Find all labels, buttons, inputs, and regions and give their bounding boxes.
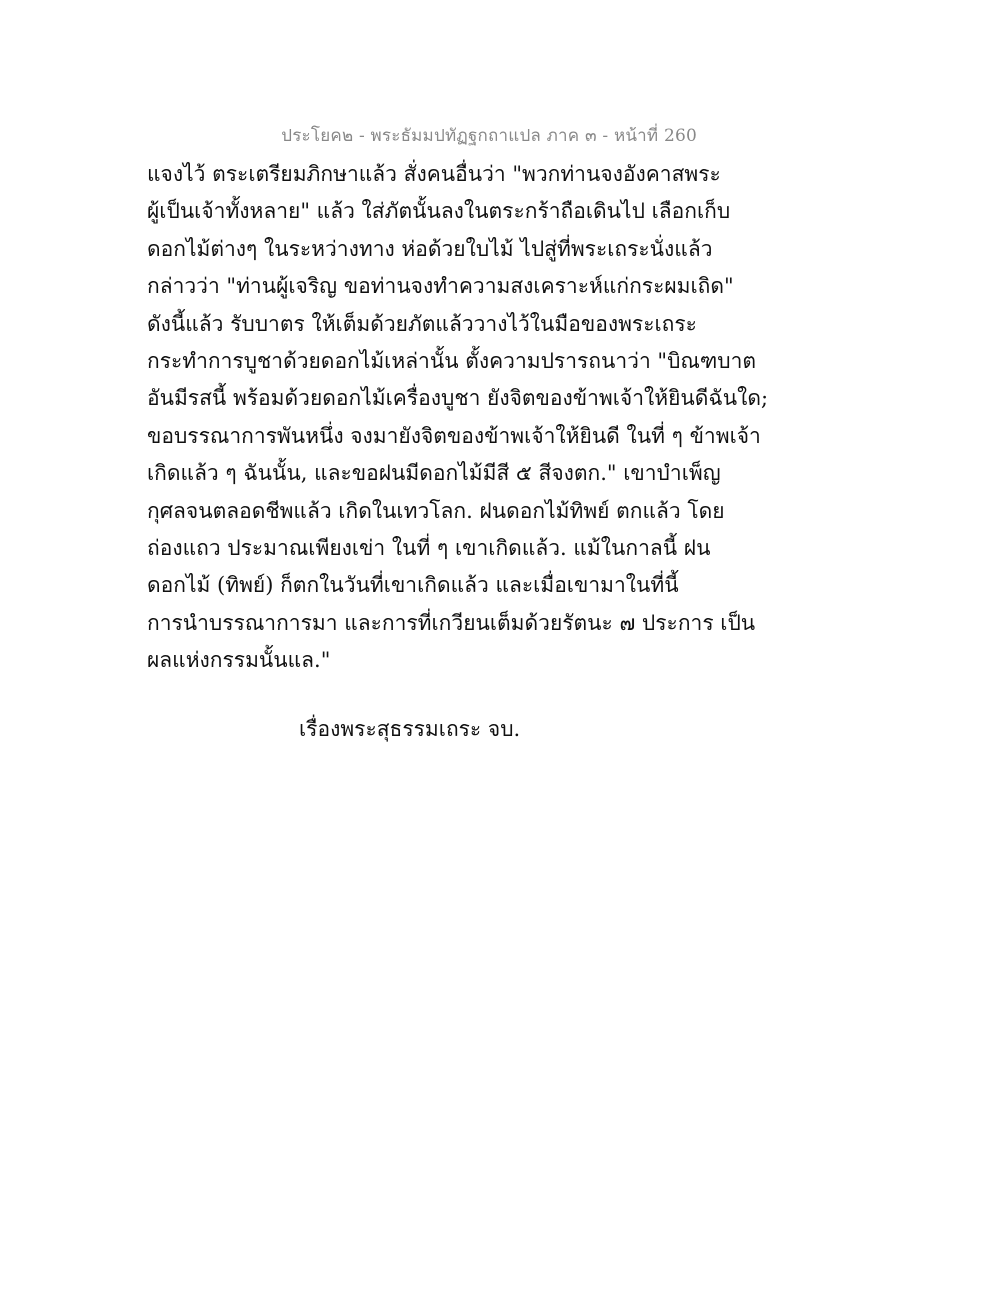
text-line: กระทำการบูชาด้วยดอกไม้เหล่านั้น ตั้งความปรารถนาว่า "บิณฑบาต (147, 349, 757, 374)
story-closing-line: เรื่องพระสุธรรมเถระ จบ. (299, 717, 521, 741)
text-line: แจงไว้ ตระเตรียมภิกษาแล้ว สั่งคนอื่นว่า "พวกท่านจงอังคาสพระ (147, 162, 721, 186)
text-line: กุศลจนตลอดชีพแล้ว เกิดในเทวโลก. ฝนดอกไม้ทิพย์ ตกแล้ว โดย (147, 498, 725, 523)
text-line: เกิดแล้ว ๆ ฉันนั้น, และขอฝนมีดอกไม้มีสี ๕ สีจงตก." เขาบำเพ็ญ (147, 461, 721, 486)
text-line: ขอบรรณาการพันหนึ่ง จงมายังจิตของข้าพเจ้าให้ยินดี ในที่ ๆ ข้าพเจ้า (147, 423, 761, 448)
text-line: ดังนี้แล้ว รับบาตร ให้เต็มด้วยภัตแล้ววางไว้ในมือของพระเถระ (147, 311, 697, 336)
text-line: การนำบรรณาการมา และการที่เกวียนเต็มด้วยรัตนะ ๗ ประการ เป็น (147, 610, 756, 635)
text-line: อันมีรสนี้ พร้อมด้วยดอกไม้เครื่องบูชา ยังจิตของข้าพเจ้าให้ยินดีฉันใด; (147, 386, 769, 411)
text-line: ดอกไม้ต่างๆ ในระหว่างทาง ห่อด้วยใบไม้ ไปสู่ที่พระเถระนั่งแล้ว (147, 236, 713, 261)
text-line: ผู้เป็นเจ้าทั้งหลาย" แล้ว ใส่ภัตนั้นลงในตระกร้าถือเดินไป เลือกเก็บ (147, 199, 731, 224)
text-line: ดอกไม้ (ทิพย์) ก็ตกในวันที่เขาเกิดแล้ว และเมื่อเขามาในที่นี้ (147, 573, 679, 598)
running-header: ประโยค๒ - พระธัมมปทัฏฐกถาแปล ภาค ๓ - หน้าที่ 260 (281, 126, 697, 146)
text-line: กล่าวว่า "ท่านผู้เจริญ ขอท่านจงทำความสงเคราะห์แก่กระผมเถิด" (147, 274, 734, 299)
text-line: ถ่องแถว ประมาณเพียงเข่า ในที่ ๆ เขาเกิดแล้ว. แม้ในกาลนี้ ฝน (147, 536, 711, 561)
text-line: ผลแห่งกรรมนั้นแล." (147, 648, 331, 673)
body-text (147, 156, 769, 680)
